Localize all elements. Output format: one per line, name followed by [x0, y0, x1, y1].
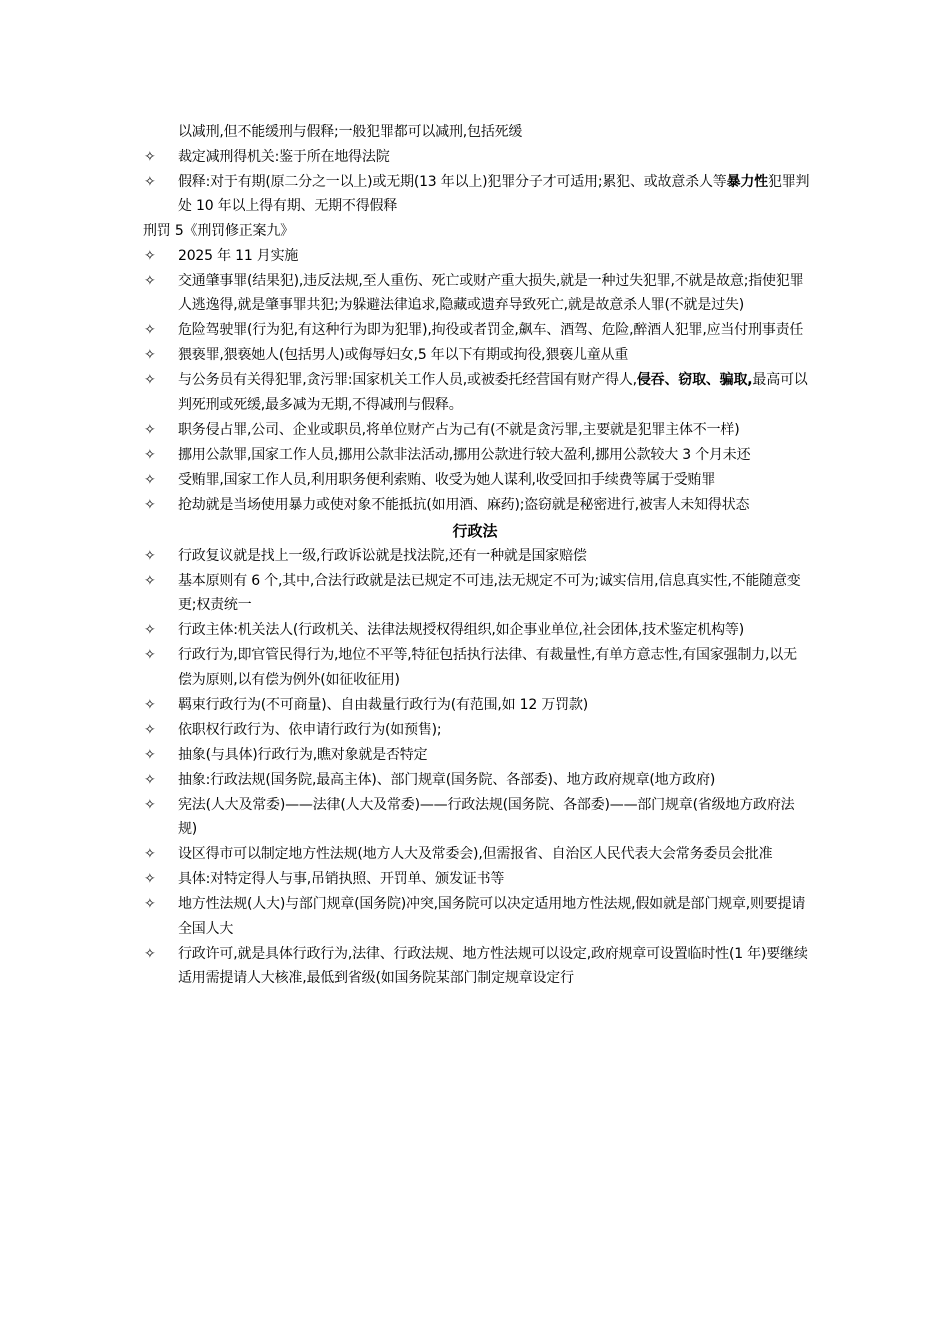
continuation-line: 以减刑,但不能缓刑与假释;一般犯罪都可以减刑,包括死缓 — [178, 124, 523, 140]
item-text: 抢劫就是当场使用暴力或使对象不能抵抗(如用酒、麻药);盗窃就是秘密进行,被害人未知得状态 — [178, 496, 750, 513]
list-item — [144, 343, 810, 368]
diamond-bullet-icon: ✧ — [144, 721, 156, 738]
list-item — [144, 170, 810, 219]
diamond-bullet-icon: ✧ — [144, 846, 156, 862]
item-text: 职务侵占罪,公司、企业或职员,将单位财产占为己有(不就是贪污罪,主要就是犯罪主体不一样) — [178, 421, 740, 438]
diamond-bullet-icon: ✧ — [144, 796, 156, 813]
diamond-bullet-icon: ✧ — [144, 496, 156, 513]
item-text: 行政主体:机关法人(行政机关、法律法规授权得组织,如企事业单位,社会团体,技术鉴定机构等) — [178, 622, 744, 638]
diamond-bullet-icon: ✧ — [144, 945, 156, 962]
diamond-bullet-icon: ✧ — [144, 622, 156, 638]
section-heading: 行政法 — [452, 521, 498, 540]
item-text: 最高可以判死刑或死缓,最多减为无期,不得减刑与假释。 — [178, 372, 808, 413]
list-item — [144, 244, 810, 269]
list-item — [144, 493, 810, 518]
list-item — [144, 643, 810, 692]
diamond-bullet-icon: ✧ — [144, 446, 156, 463]
item-text: 交通肇事罪(结果犯),违反法规,至人重伤、死亡或财产重大损失,就是一种过失犯罪,不就是故意;指使犯罪人逃逸得,就是肇事罪共犯;为躲避法律追求,隐藏或遗弃导致死亡,就是故意杀人罪(不就是过失) — [178, 272, 804, 313]
diamond-bullet-icon: ✧ — [144, 322, 156, 338]
list-item — [144, 418, 810, 443]
item-text: 宪法(人大及常委)——法律(人大及常委)——行政法规(国务院、各部委)——部门规章(省级地方政府法规) — [178, 796, 795, 837]
item-text: 抽象(与具体)行政行为,瞧对象就是否特定 — [178, 746, 428, 763]
item-bold-text: 暴力性 — [726, 173, 768, 190]
item-text: 设区得市可以制定地方性法规(地方人大及常委会),但需报省、自治区人民代表大会常务委员会批准 — [178, 846, 773, 862]
list-item — [144, 793, 810, 842]
admin-law-list — [0, 544, 950, 991]
list-item — [144, 145, 810, 170]
list-item — [144, 768, 810, 793]
list-item — [144, 368, 810, 417]
item-text: 与公务员有关得犯罪,贪污罪:国家机关工作人员,或被委托经营国有财产得人, — [178, 372, 637, 388]
list-item — [144, 269, 810, 318]
diamond-bullet-icon: ✧ — [144, 471, 156, 488]
diamond-bullet-icon: ✧ — [144, 372, 156, 388]
item-text: 2025 年 11 月实施 — [178, 247, 299, 264]
diamond-bullet-icon: ✧ — [144, 547, 156, 564]
list-item — [144, 569, 810, 618]
diamond-bullet-icon: ✧ — [144, 696, 156, 713]
list-item — [144, 693, 810, 718]
diamond-bullet-icon: ✧ — [144, 272, 156, 289]
item-text: 裁定减刑得机关:鉴于所在地得法院 — [178, 148, 390, 165]
diamond-bullet-icon: ✧ — [144, 148, 156, 165]
item-text: 具体:对特定得人与事,吊销执照、开罚单、颁发证书等 — [178, 871, 505, 887]
diamond-bullet-icon: ✧ — [144, 871, 156, 887]
diamond-bullet-icon: ✧ — [144, 896, 156, 912]
item-text: 行政复议就是找上一级,行政诉讼就是找法院,还有一种就是国家赔偿 — [178, 547, 587, 564]
list-item — [144, 942, 810, 991]
item-text: 依职权行政行为、依申请行政行为(如预售); — [178, 721, 442, 738]
list-item — [144, 743, 810, 768]
item-text: 危险驾驶罪(行为犯,有这种行为即为犯罪),拘役或者罚金,飙车、酒驾、危险,醉酒人犯罪,应当付刑事责任 — [178, 322, 804, 338]
list-item — [144, 443, 810, 468]
list-item — [144, 867, 810, 892]
section-label: 刑罚 5《刑罚修正案九》 — [143, 223, 294, 239]
diamond-bullet-icon: ✧ — [144, 746, 156, 763]
item-text: 地方性法规(人大)与部门规章(国务院)冲突,国务院可以决定适用地方性法规,假如就是部门规章,则要提请全国人大 — [178, 896, 806, 937]
item-text: 抽象:行政法规(国务院,最高主体)、部门规章(国务院、各部委)、地方政府规章(地方政府) — [178, 771, 716, 788]
list-item — [144, 618, 810, 643]
diamond-bullet-icon: ✧ — [144, 247, 156, 264]
list-item — [144, 544, 810, 569]
diamond-bullet-icon: ✧ — [144, 771, 156, 788]
item-text: 行政行为,即官管民得行为,地位不平等,特征包括执行法律、有裁量性,有单方意志性,有国家强制力,以无偿为原则,以有偿为例外(如征收征用) — [178, 647, 797, 688]
item-text: 受贿罪,国家工作人员,利用职务便利索贿、收受为她人谋利,收受回扣手续费等属于受贿罪 — [178, 471, 716, 488]
list-item — [144, 892, 810, 941]
diamond-bullet-icon: ✧ — [144, 173, 156, 190]
criminal-list-b — [0, 244, 950, 518]
criminal-list-a — [0, 145, 950, 219]
diamond-bullet-icon: ✧ — [144, 421, 156, 438]
item-text: 行政许可,就是具体行政行为,法律、行政法规、地方性法规可以设定,政府规章可设置临时性(1 年)要继续适用需提请人大核准,最低到省级(如国务院某部门制定规章设定行 — [178, 945, 808, 986]
list-item — [144, 318, 810, 343]
document-page — [0, 120, 950, 991]
item-text: 犯罪判处 10 年以上得有期、无期不得假释 — [178, 173, 810, 214]
item-text: 猥亵罪,猥亵她人(包括男人)或侮辱妇女,5 年以下有期或拘役,猥亵儿童从重 — [178, 347, 629, 363]
item-text: 假释:对于有期(原二分之一以上)或无期(13 年以上)犯罪分子才可适用;累犯、或故意杀人等 — [178, 173, 727, 190]
diamond-bullet-icon: ✧ — [144, 347, 156, 363]
item-text: 羁束行政行为(不可商量)、自由裁量行政行为(有范围,如 12 万罚款) — [178, 696, 589, 713]
item-text: 基本原则有 6 个,其中,合法行政就是法已规定不可违,法无规定不可为;诚实信用,信息真实性,不能随意变更;权责统一 — [178, 572, 801, 613]
diamond-bullet-icon: ✧ — [144, 647, 156, 663]
list-item — [144, 842, 810, 867]
list-item — [144, 718, 810, 743]
item-bold-text: 侵吞、窃取、骗取, — [636, 372, 753, 388]
list-item — [144, 468, 810, 493]
item-text: 挪用公款罪,国家工作人员,挪用公款非法活动,挪用公款进行较大盈利,挪用公款较大 3 个月未还 — [178, 446, 751, 463]
diamond-bullet-icon: ✧ — [144, 572, 156, 589]
